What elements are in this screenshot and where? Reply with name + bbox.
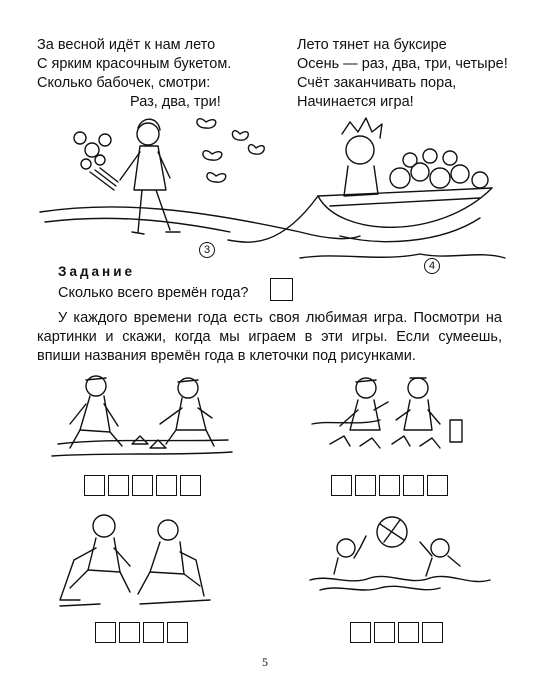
autumn-letter-boxes[interactable] [331,475,448,496]
page-number: 5 [262,655,268,669]
letter-box[interactable] [398,622,419,643]
letter-box[interactable] [422,622,443,643]
autumn-leaves-illustration [312,378,462,448]
letter-box[interactable] [180,475,201,496]
marker-four: 4 [424,258,440,274]
letter-box[interactable] [427,475,448,496]
seasons-count-answer-box[interactable] [270,278,293,301]
letter-box[interactable] [379,475,400,496]
spring-letter-boxes[interactable] [84,475,201,496]
poem-line: Сколько бабочек, смотри: [37,75,211,91]
letter-box[interactable] [108,475,129,496]
summer-swimming-illustration [310,517,490,590]
spring-boats-illustration [52,376,232,456]
poem-line: Осень — раз, два, три, четыре! [297,56,508,72]
letter-box[interactable] [119,622,140,643]
poem-line: Счёт заканчивать пора, [297,75,457,91]
task-question: Сколько всего времён года? [58,285,249,301]
letter-box[interactable] [132,475,153,496]
letter-box[interactable] [143,622,164,643]
task-instructions: У каждого времени года есть своя любимая игра. Посмотри на картинки и скажи, когда мы играем в эти игры. Если сумеешь, впиши названия времён года в клеточки под рисунками. [37,310,502,364]
marker-three: 3 [199,242,215,258]
letter-box[interactable] [403,475,424,496]
summer-letter-boxes[interactable] [350,622,443,643]
letter-box[interactable] [331,475,352,496]
letter-box[interactable] [167,622,188,643]
poem-line: Лето тянет на буксире [297,37,447,53]
poem-line: С ярким красочным букетом. [37,56,232,72]
letter-box[interactable] [355,475,376,496]
letter-box[interactable] [350,622,371,643]
winter-hockey-illustration [60,515,210,606]
letter-box[interactable] [84,475,105,496]
poem-line: Начинается игра! [297,94,414,110]
letter-box[interactable] [95,622,116,643]
letter-box[interactable] [374,622,395,643]
task-heading: Задание [58,264,136,279]
letter-box[interactable] [156,475,177,496]
poem-line: Раз, два, три! [130,94,221,110]
poem-line: За весной идёт к нам лето [37,37,216,53]
boat-with-autumn-boy-illustration [228,118,505,258]
butterflies-illustration [197,119,264,182]
winter-letter-boxes[interactable] [95,622,188,643]
girl-with-bouquet-illustration [40,119,360,238]
